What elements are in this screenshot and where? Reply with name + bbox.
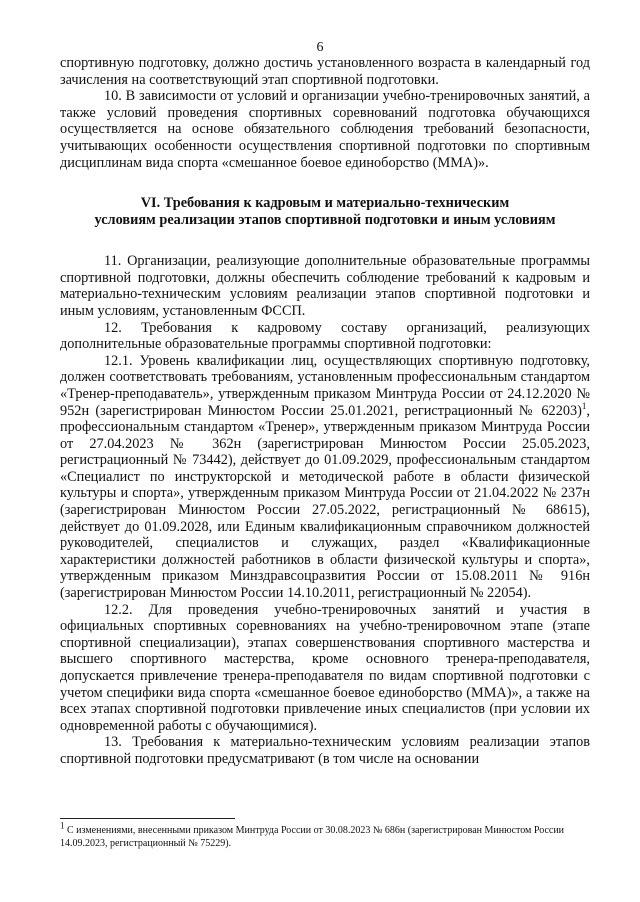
section-heading bbox=[60, 195, 590, 229]
footnote-text-block bbox=[60, 820, 590, 850]
paragraph-12-1-part-a: 12.1. Уровень квалификации лиц, осуществляющих спортивную подготовку, должен соответствовать требованиям, установленным профессиональным стандартом «Тренер-преподаватель», утвержденным приказом Минтруда России от 24.12.2020 № 952н (зарегистрирован Минюстом России 25.01.2021, регистрационный № 62203) bbox=[60, 352, 590, 419]
footnote-text: С изменениями, внесенными приказом Минтруда России от 30.08.2023 № 686н (зарегистрирован Минюстом России 14.09.2023, регистрационный № 75229). bbox=[60, 825, 565, 849]
paragraph-continuation: спортивную подготовку, должно достичь установленного возраста в календарный год зачисления на соответствующий этап спортивной подготовки. bbox=[60, 55, 590, 88]
footnote-marker: 1 bbox=[60, 820, 65, 831]
document-body bbox=[60, 55, 590, 768]
footnote-reference: 1 bbox=[581, 400, 587, 411]
footnote bbox=[60, 818, 590, 850]
paragraph-13: 13. Требования к материально-техническим условиям реализации этапов спортивной подготовки предусматривают (в том числе на основании bbox=[60, 734, 590, 767]
paragraph-12: 12. Требования к кадровому составу организаций, реализующих дополнительные образовательные программы спортивной подготовки: bbox=[60, 319, 590, 353]
paragraph-12-2: 12.2. Для проведения учебно-тренировочных занятий и участия в официальных спортивных соревнованиях на учебно-тренировочном этапе (этапе спортивной специализации), этапах совершенствования спортивного мастерства и высшего спортивного мастерства, кроме основного тренера-преподавателя, допускается привлечение тренера-преподавателя по видам спортивной подготовки с учетом специфики вида спорта «смешанное боевое единоборство (ММА)», а также на всех этапах спортивной подготовки привлечение иных специалистов (при условии их одновременной работы с обучающимися). bbox=[60, 601, 590, 734]
paragraph-12-1 bbox=[60, 353, 590, 602]
paragraph-12-1-part-b: , профессиональным стандартом «Тренер», утвержденным приказом Минтруда России от 27.04.2023 № 362н (зарегистрирован Минюстом России 25.05.2023, регистрационный № 73442), действует до 01.09.2029, профессиональным стандартом «Специалист по инструкторской и методической работе в области физической культуры и спорта», утвержденным приказом Минтруда России от 21.04.2022 № 237н (зарегистрирован Минюстом России 27.05.2022, регистрационный № 68615), действует до 01.09.2028, или Единым квалификационным справочником должностей руководителей, специалистов и служащих, раздел «Квалификационные характеристики должностей работников в области физической культуры и спорта», утвержденным приказом Минздравсоцразвития России от 15.08.2011 № 916н (зарегистрирован Минюстом России 14.10.2011, регистрационный № 22054). bbox=[60, 402, 590, 602]
paragraph-11: 11. Организации, реализующие дополнительные образовательные программы спортивной подготовки, должны обеспечить соблюдение требований к кадровым и материально-техническим условиям реализации этапов спортивной подготовки и иным условиям, установленным ФССП. bbox=[60, 253, 590, 319]
section-heading-line1: VI. Требования к кадровым и материально-техническим bbox=[140, 195, 510, 212]
paragraph-10: 10. В зависимости от условий и организации учебно-тренировочных занятий, а также условий проведения спортивных соревнований подготовка обучающихся осуществляется на основе обязательного соблюдения требований безопасности, учитывающих особенности осуществления спортивной подготовки по спортивным дисциплинам вида спорта «смешанное боевое единоборство (ММА)». bbox=[60, 88, 590, 171]
page-number: 6 bbox=[316, 40, 324, 55]
section-heading-line2: условиям реализации этапов спортивной подготовки и иным условиям bbox=[94, 212, 556, 229]
footnote-divider bbox=[60, 818, 235, 819]
